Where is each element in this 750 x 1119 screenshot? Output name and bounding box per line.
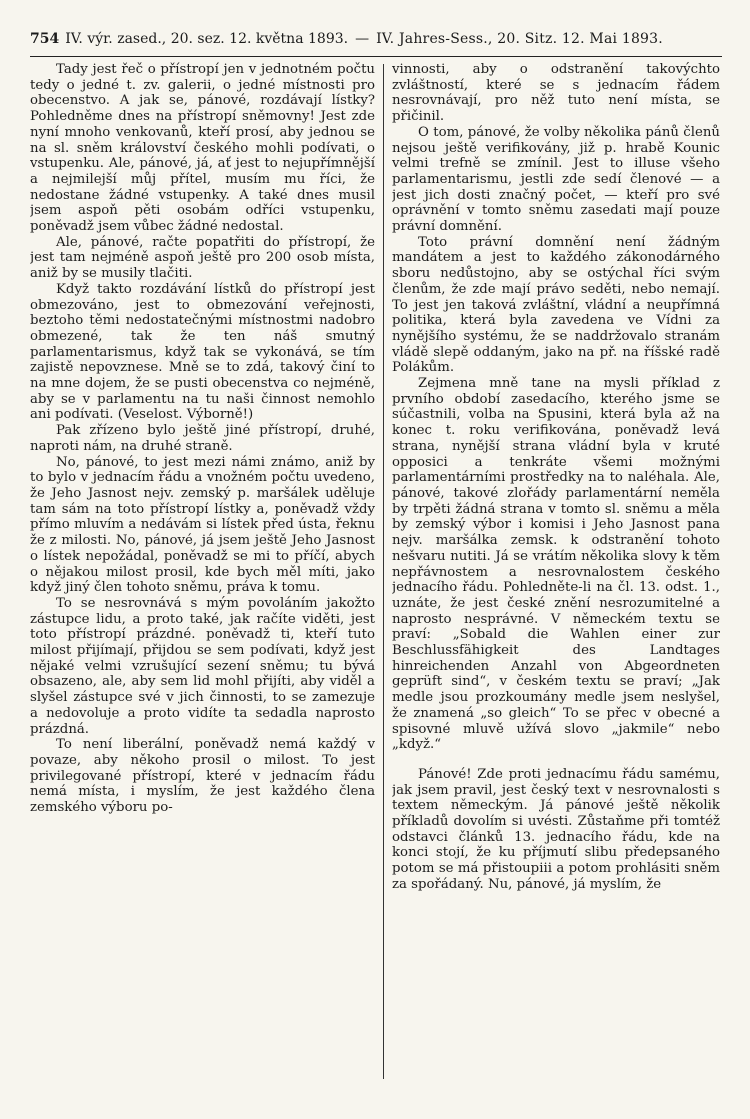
paragraph: Tady jest řeč o přístropí jen v jednotném počtu tedy o jedné t. zv. galerii, o jedné místnosti pro obecenstvo. A jak se, pánové, rozdávají lístky? Pohledněme dnes na přístropí sněmovny! Jest zde nyní mnoho venkovanů, kteří prosí, aby jednou se na sl. sněm království českého mohli podívati, o vstupenku. Ale, pánové, já, ať jest to nejupřímnější a nejmilejší můj přítel, musím mu říci, že nedostane žádné vstupenky. A také dnes musil jsem aspoň pěti osobám odříci vstupenku, poněvadž jsem vůbec žádné nedostal. <box>30 62 375 235</box>
german-session-label: IV. Jahres-Sess., 20. Sitz. 12. Mai 1893. <box>376 31 663 47</box>
paragraph-continuation: vinnosti, aby o odstranění takovýchto zvláštností, které se s jednacím řádem nesrovnávají, pro něž tuto není místa, se přičinil. <box>392 62 720 125</box>
paragraph: O tom, pánové, že volby několika pánů členů nejsou ještě verifikovány, již p. hrabě Kounic velmi trefně se zmínil. Jest to illuse všeho parlamentarismu, jestli zde sedí členové — a jest jich dosti značný počet, — kteří pro své oprávnění v tomto sněmu zasedati mají pouze právní domnění. <box>392 124 720 235</box>
paragraph: To není liberální, poněvadž nemá každý v povaze, aby někoho prosil o milost. To jest privilegované přístropí, které v jednacím řádu nemá místa, i myslím, že jest každého člena zemského výboru po- <box>30 737 375 816</box>
page-header <box>30 22 722 57</box>
paragraph: Zejmena mně tane na mysli příklad z prvního období zasedacího, kterého jsme se súčastnili, volba na Spusini, která byla až na konec t. roku verifikována, poněvadž levá strana, nynější strana vládní byla v kruté opposici a tenkráte všemi možnými parlamentárními prostředky na to naléhala. Ale, pánové, takové zlořády parlamentární neměla by trpěti žádná strana v tomto sl. sněmu a měla by zemský výbor i komisi i Jeho Jasnost pana nejv. maršálka zemsk. k odstranění tohoto nešvaru nutiti. Já se vrátím několika slovy k těm nepřávnostem a nesrovnalostem českého jednacího řádu. Pohledněte-li na čl. 13. odst. 1., uznáte, že jest české znění nesrozumitelné a naprosto nesprávné. V německém textu se praví: „Sobald die Wahlen einer zur Beschlussfähigkeit des Landtages hinreichenden Anzahl von Abgeordneten geprüft sind“, v českém textu se praví; „Jak medle jsou prozkoumány medle jsem neslyšel, že znamená „so gleich“ To se přec v obecné a spisovné mluvě užívá slovo „jakmile“ nebo „když.“ <box>392 376 720 753</box>
paragraph: No, pánové, to jest mezi námi známo, aniž by to bylo v jednacím řádu a vnožném počtu uvedeno, že Jeho Jasnost nejv. zemský p. maršálek uděluje tam sám na toto přístropí lístky a, poněvadž vždy přímo mluvím a nedávám si lístek před ústa, řeknu že z milosti. No, pánové, já jsem ještě Jeho Jasnost o lístek nepožádal, poněvadž se mi to příčí, abych o nějakou milost prosil, kde bych měl míti, jako když jiný člen tohoto sněmu, práva k tomu. <box>30 454 375 596</box>
paragraph: Pak zřízeno bylo ještě jiné přístropí, druhé, naproti nám, na druhé straně. <box>30 423 375 454</box>
czech-session-label: IV. výr. zased., 20. sez. 12. května 1893. <box>65 31 349 47</box>
paragraph: Ale, pánové, račte popatřiti do přístropí, že jest tam nejméně aspoň ještě pro 200 osob místa, aniž by se musily tlačiti. <box>30 234 375 282</box>
paragraph: Když takto rozdávání lístků do přístropí jest obmezováno, jest to obmezování veřejnosti, beztoho těmi nedostatečnými místnostmi nadobro obmezené, tak že ten náš smutný parlamentarismus, když tak se vykonává, se tím zajistě nepovznese. Mně se to zdá, takový činí to na mne dojem, že se pusti obecenstva co nejméně, aby se v parlamentu na tu naši činnost nemohlo ani podívati. (Veselost. Výborně!) <box>30 281 375 423</box>
page-number: 754 <box>30 31 60 47</box>
left-column <box>30 62 375 1101</box>
paragraph: Pánové! Zde proti jednacímu řádu samému, jak jsem pravil, jest český text v nesrovnalosti s textem německým. Já pánové ještě několik příkladů dovolím si uvésti. Zůstaňme při tomtéž odstavci článků 13. jednacího řádu, kde na konci stojí, že ku příjmutí slibu předepsaného potom se má přistoupiii a potom prohlásiti sněm za spořádaný. Nu, pánové, já myslím, že <box>392 766 720 892</box>
paragraph: To se nesrovnává s mým povoláním jakožto zástupce lidu, a proto také, jak račíte viděti, jest toto přístropí prázdné. poněvadž ti, kteří tuto milost přijímají, přijdou se sem podívati, když jest nějaké velmi vzrušující sezení sněmu; tu bývá obsazeno, ale, aby sem lid mohl přijíti, aby viděl a slyšel zástupce své v jich činnosti, to se zamezuje a nedovoluje a proto vidíte ta sedadla naprosto prázdná. <box>30 595 375 737</box>
column-divider <box>383 64 384 1079</box>
paragraph: Toto právní domnění není žádným mandátem a jest to každého zákonodárného sboru nedůstojno, aby se ostýchal říci svým členům, že zde mají právo seděti, nebo nemají. To jest jen taková zvláštní, vládní a neupřímná politika, která byla zavedena ve Vídni za nynějšího systému, že se naddržovalo stranám vládě slepě oddaným, jako na př. na říšské radě Polákům. <box>392 234 720 376</box>
right-column <box>392 62 720 1101</box>
header-separator: — <box>355 31 370 47</box>
